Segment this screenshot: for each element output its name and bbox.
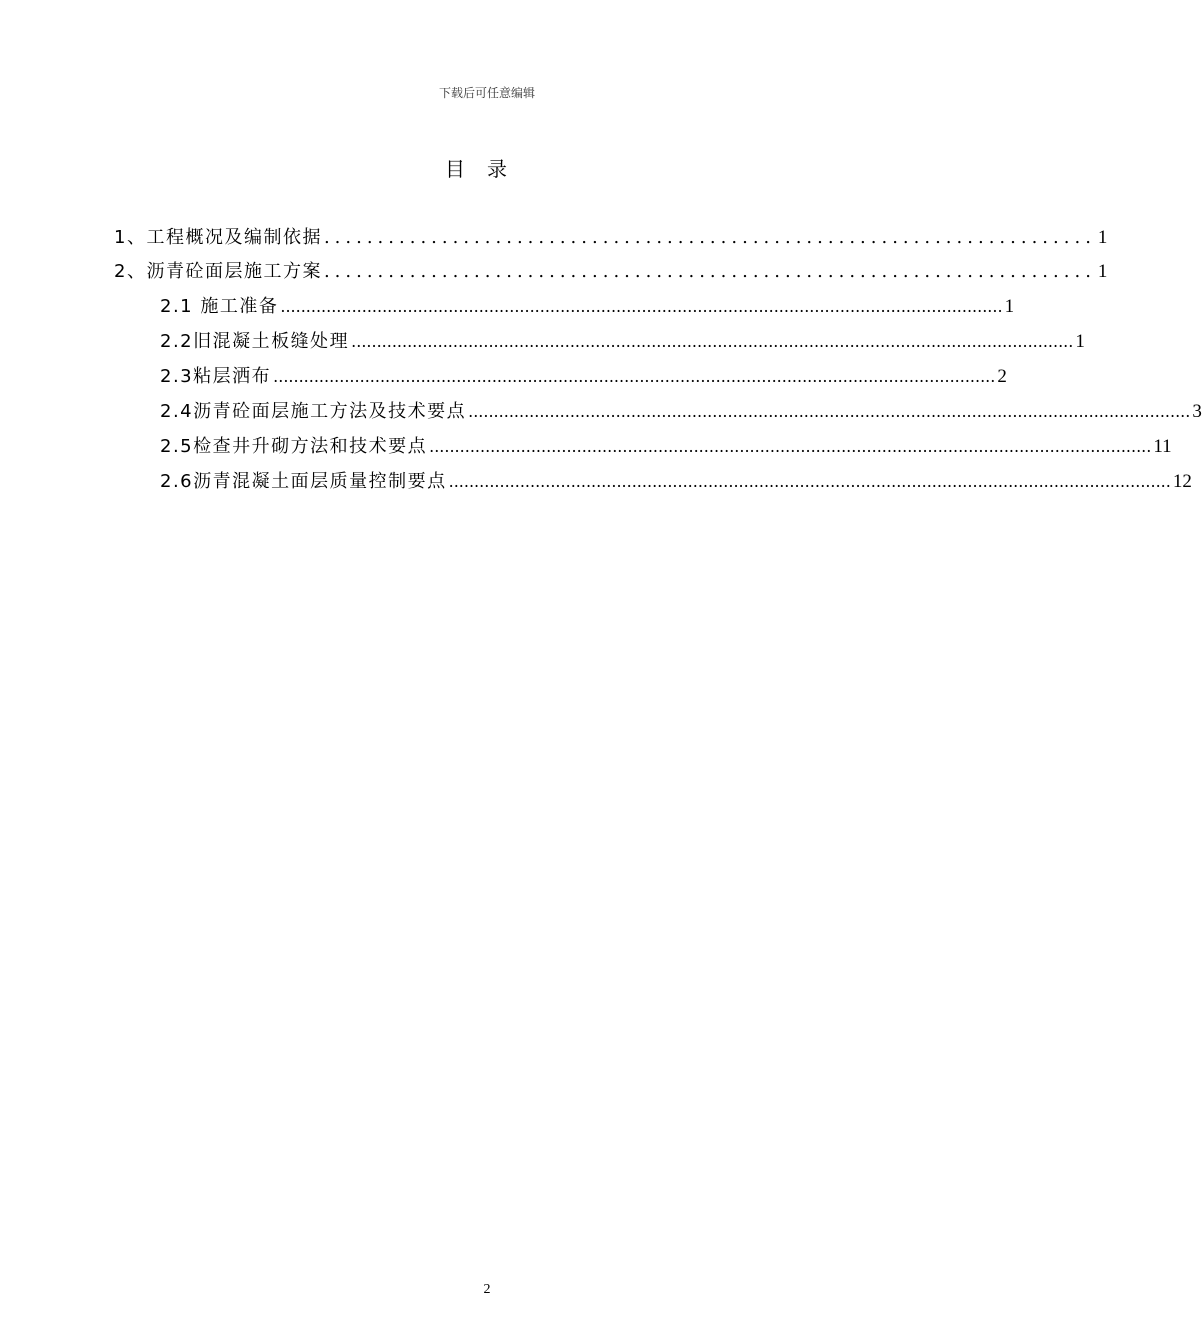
- toc-leader-dots: ..............................................................................................................................................: [429, 437, 1152, 456]
- toc-leader-dots: ..............................................................................................................................................: [448, 472, 1171, 491]
- toc-entry-2-4[interactable]: [160, 395, 1202, 429]
- toc-leader-dots: ..............................................................................................................................................: [468, 402, 1191, 421]
- toc-entry-page: 1: [1097, 227, 1108, 248]
- toc-entry-2-2[interactable]: [160, 325, 1085, 359]
- toc-entry-page: 11: [1153, 436, 1172, 457]
- toc-leader-dots: ..............................................................................................................................................: [280, 297, 1003, 316]
- toc-leader-dots: ..............................................................................................................................................: [273, 367, 996, 386]
- toc-entry-2-1[interactable]: [160, 290, 1015, 324]
- toc-leader-dots: ..............................................................................................................................................: [351, 332, 1074, 351]
- toc-entry-label: 2.4沥青砼面层施工方法及技术要点: [160, 401, 467, 422]
- toc-entry-page: 3: [1192, 401, 1202, 422]
- toc-title: 目录: [445, 157, 529, 181]
- toc-entry-label: 2.2旧混凝土板缝处理: [160, 331, 350, 352]
- page-number: 2: [483, 1282, 491, 1297]
- toc-entry-label: 2、沥青砼面层施工方案: [114, 261, 322, 282]
- toc-leader-dots: ........................................................................: [323, 261, 1096, 282]
- toc-entry-page: 1: [1075, 331, 1085, 352]
- toc-entry-2[interactable]: [114, 255, 1108, 289]
- toc-entry-label: 2.6沥青混凝土面层质量控制要点: [160, 471, 447, 492]
- toc-entry-label: 2.5检查井升砌方法和技术要点: [160, 436, 428, 457]
- toc-leader-dots: ........................................................................: [323, 227, 1096, 248]
- toc-entry-page: 12: [1172, 471, 1192, 492]
- toc-entry-2-6[interactable]: [160, 465, 1192, 499]
- toc-entry-label: 2.3粘层洒布: [160, 366, 272, 387]
- header-note: 下载后可任意编辑: [438, 86, 535, 100]
- toc-entry-page: 2: [997, 366, 1007, 387]
- toc-entry-2-5[interactable]: [160, 430, 1172, 464]
- toc-entry-2-3[interactable]: [160, 360, 1007, 394]
- toc-entry-1[interactable]: [114, 221, 1108, 255]
- toc-entry-label: 2.1 施工准备: [160, 296, 279, 317]
- toc-entry-page: 1: [1004, 296, 1015, 317]
- toc-entry-page: 1: [1097, 261, 1108, 282]
- toc-entry-label: 1、工程概况及编制依据: [114, 227, 322, 248]
